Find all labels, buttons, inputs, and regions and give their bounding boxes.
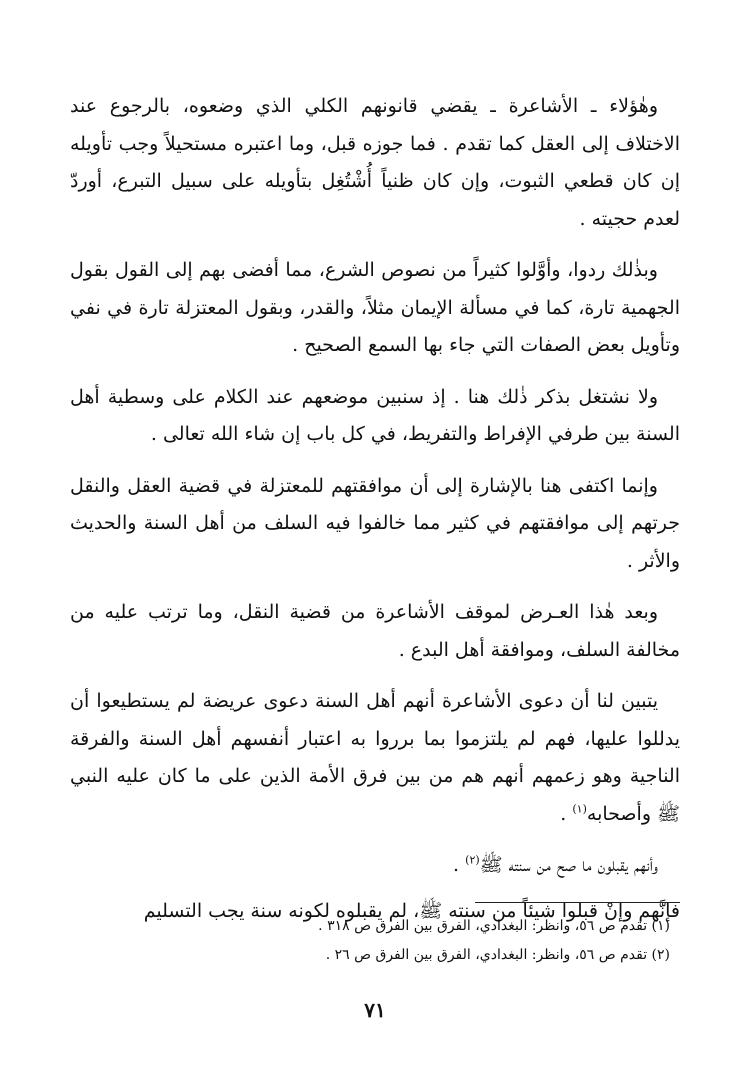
paragraph-text: يتبين لنا أن دعوى الأشاعرة أنهم أهل السنة دعوى عريضة لم يستطيعوا أن يدللوا عليها، فهم لم يلتزموا بما برروا به اعتبار أنفسهم أهل السنة والفرقة الناجية وهو زعمهم أنهم هم من بين فرق الأمة الذين على ما كان عليه النبي ﷺ وأصحابه bbox=[70, 690, 680, 825]
footnotes bbox=[70, 912, 670, 970]
footnote-marker-1[interactable]: (١) bbox=[572, 802, 587, 816]
footnote-marker-2[interactable]: (٢) bbox=[465, 853, 480, 867]
paragraph-7: وأنهم يقبلون ما صح من سنته ﷺ$^{(٢)}$ . bbox=[453, 853, 658, 876]
page-number: ٧١ bbox=[364, 998, 386, 1022]
paragraph-text: فإنَّهم وإنْ قبلوا شيئاً من سنته ﷺ، لم يقبلوه لكونه سنة يجب التسليم bbox=[143, 899, 680, 922]
paragraph-text: وإنما اكتفى هنا بالإشارة إلى أن موافقتهم للمعتزلة في قضية العقل والنقل جرتهم إلى موافقتهم في كثير مما خالفوا فيه السلف من أهل السنة والحديث والأثر . bbox=[70, 474, 680, 572]
paragraph-4 bbox=[70, 468, 680, 581]
paragraph-2 bbox=[70, 252, 680, 365]
paragraph-3 bbox=[70, 379, 680, 454]
paragraph-text: وبذٰلك ردوا، وأوَّلوا كثيراً من نصوص الشرع، مما أفضى بهم إلى القول بقول الجهمية تارة، كما في مسألة الإيمان مثلاً، والقدر، وبقول المعتزلة تارة في نفي وتأويل بعض الصفات التي جاء بها السمع الصحيح . bbox=[70, 259, 680, 356]
footnote-separator bbox=[475, 902, 680, 903]
paragraph-6: يتبين لنا أن دعوى الأشاعرة أنهم أهل السنة دعوى عريضة لم يستطيعوا أن يدللوا عليها، فهم لم يلتزموا بما برروا به اعتبار أنفسهم أهل السنة والفرقة الناجية وهو زعمهم أنهم هم من بين فرق الأمة الذين على ما كان عليه النبي ﷺ وأصحابه$^{(١)}$ . bbox=[70, 690, 680, 825]
paragraph-text: وأنهم يقبلون ما صح من سنته ﷺ bbox=[479, 854, 658, 876]
paragraph-text: ولا نشتغل بذكر ذٰلك هنا . إذ سنبين موضعهم عند الكلام على وسطية أهل السنة بين طرفي الإفراط والتفريط، في كل باب إن شاء الله تعالى . bbox=[70, 385, 680, 445]
paragraph-1 bbox=[70, 88, 680, 238]
footnote-1: (١) تقدم ص ٥٦، وانظر: البغدادي، الفرق بين الفرق ص ٣١٨ . bbox=[318, 918, 670, 934]
paragraph-text: وبعد هٰذا العـرض لموقف الأشاعرة من قضية النقل، وما ترتب عليه من مخالفة السلف، وموافقة أهل البدع . bbox=[70, 601, 680, 661]
main-text bbox=[70, 88, 680, 944]
paragraph-5 bbox=[70, 594, 680, 669]
paragraph-text: وهٰؤلاء ـ الأشاعرة ـ يقضي قانونهم الكلي الذي وضعوه، بالرجوع عند الاختلاف إلى العقل كما تقدم . فما جوزه قبل، وما اعتبره مستحيلاً وجب تأويله إن كان قطعي الثبوت، وإن كان ظنياً أُشْتُغِل بتأويله على سبيل التبرع، أوردّ لعدم حجيته . bbox=[70, 95, 680, 230]
footnote-2: (٢) تقدم ص ٥٦، وانظر: البغدادي، الفرق بين الفرق ص ٢٦ . bbox=[325, 947, 670, 963]
